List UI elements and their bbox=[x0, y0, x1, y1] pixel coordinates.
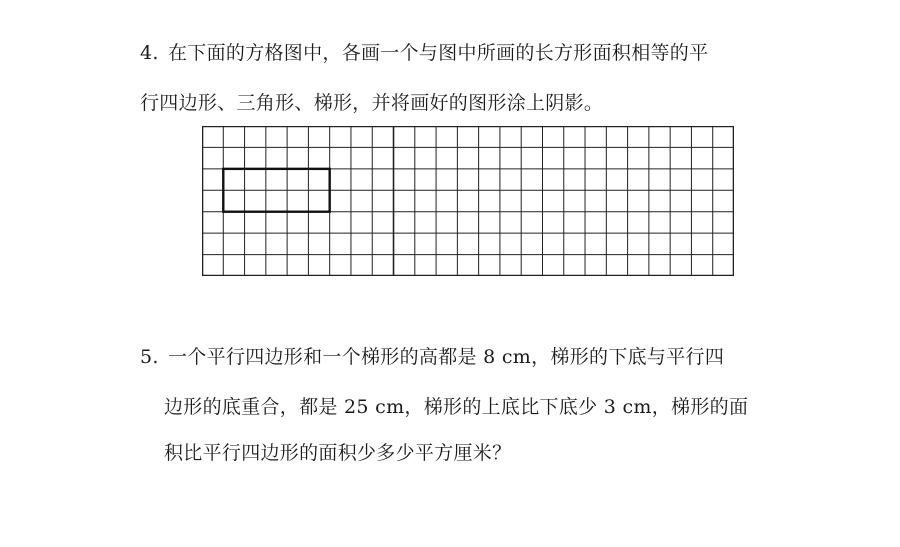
question-5-line-2: 边形的底重合，都是 25 cm，梯形的上底比下底少 3 cm，梯形的面 bbox=[164, 396, 749, 418]
question-4-number: 4. bbox=[140, 42, 159, 64]
question-4-line-2: 行四边形、三角形、梯形，并将画好的图形涂上阴影。 bbox=[140, 92, 604, 114]
question-5-number: 5. bbox=[140, 346, 159, 368]
question-4-line-1 bbox=[140, 42, 708, 64]
question-5-line-1 bbox=[140, 346, 724, 368]
question-5-text-1: 一个平行四边形和一个梯形的高都是 8 cm，梯形的下底与平行四 bbox=[168, 346, 725, 368]
square-grid bbox=[202, 126, 734, 276]
question-5-line-3: 积比平行四边形的面积少多少平方厘米？ bbox=[164, 442, 512, 464]
question-4-text-1: 在下面的方格图中，各画一个与图中所画的长方形面积相等的平 bbox=[168, 42, 709, 64]
